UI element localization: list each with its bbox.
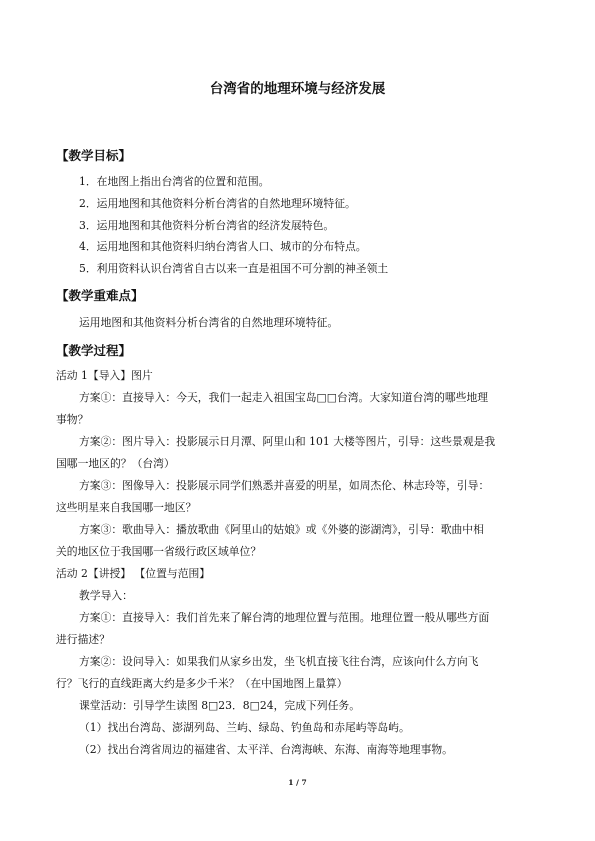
process-heading: 【教学过程】 — [56, 343, 132, 358]
activity1-option3-line1: 方案③：图像导入：投影展示同学们熟悉并喜爱的明星，如周杰伦、林志玲等，引导： — [79, 479, 490, 492]
keypoints-text: 运用地图和其他资料分析台湾省的自然地理环境特征。 — [79, 316, 339, 329]
activity2-option1-line1: 方案①：直接导入：我们首先来了解台湾的地理位置与范围。地理位置一般从哪些方面 — [79, 611, 490, 624]
activity2-task1: （1）找出台湾岛、澎湖列岛、兰屿、绿岛、钓鱼岛和赤尾屿等岛屿。 — [79, 721, 410, 734]
activity1-title: 活动 1【导入】图片 — [56, 369, 153, 382]
activity2-option2-line2: 行？飞行的直线距离大约是多少千米？（在中国地图上量算） — [56, 677, 348, 690]
activity2-title: 活动 2【讲授】 【位置与范围】 — [56, 567, 211, 580]
activity2-option2-line1: 方案②：设问导入：如果我们从家乡出发，坐飞机直接飞往台湾，应该向什么方向飞 — [79, 655, 479, 668]
goal-item: 5．利用资料认识台湾省自古以来一直是祖国不可分割的神圣领土 — [79, 262, 389, 275]
page-title: 台湾省的地理环境与经济发展 — [209, 81, 386, 97]
activity1-option2-line2: 国哪一地区的？（台湾） — [56, 457, 175, 470]
activity2-intro: 教学导入： — [79, 589, 133, 602]
activity1-option4-line1: 方案③：歌曲导入：播放歌曲《阿里山的姑娘》或《外婆的澎湖湾》，引导：歌曲中相 — [79, 523, 484, 536]
activity1-option2-line1: 方案②：图片导入：投影展示日月潭、阿里山和 101 大楼等图片，引导：这些景观是我 — [79, 435, 496, 448]
goal-item: 3．运用地图和其他资料分析台湾省的经济发展特色。 — [79, 219, 335, 232]
activity2-task: 课堂活动：引导学生读图 8□23．8□24，完成下列任务。 — [79, 699, 360, 712]
goal-item: 4．运用地图和其他资料归纳台湾省人口、城市的分布特点。 — [79, 240, 367, 253]
keypoints-heading: 【教学重难点】 — [56, 288, 144, 303]
page-number: 1 / 7 — [288, 778, 307, 787]
activity2-option1-line2: 进行描述？ — [56, 633, 110, 646]
activity2-task2: （2）找出台湾省周边的福建省、太平洋、台湾海峡、东海、南海等地理事物。 — [79, 743, 453, 756]
goals-heading: 【教学目标】 — [56, 148, 132, 163]
activity1-option3-line2: 这些明星来自我国哪一地区？ — [56, 501, 197, 514]
goal-item: 1．在地图上指出台湾省的位置和范围。 — [79, 175, 270, 188]
activity1-option4-line2: 关的地区位于我国哪一省级行政区域单位？ — [56, 545, 262, 558]
goal-item: 2．运用地图和其他资料分析台湾省的自然地理环境特征。 — [79, 197, 356, 210]
activity1-option1-line1: 方案①：直接导入：今天，我们一起走入祖国宝岛□□台湾。大家知道台湾的哪些地理 — [79, 391, 489, 404]
activity1-option1-line2: 事物？ — [56, 413, 89, 426]
